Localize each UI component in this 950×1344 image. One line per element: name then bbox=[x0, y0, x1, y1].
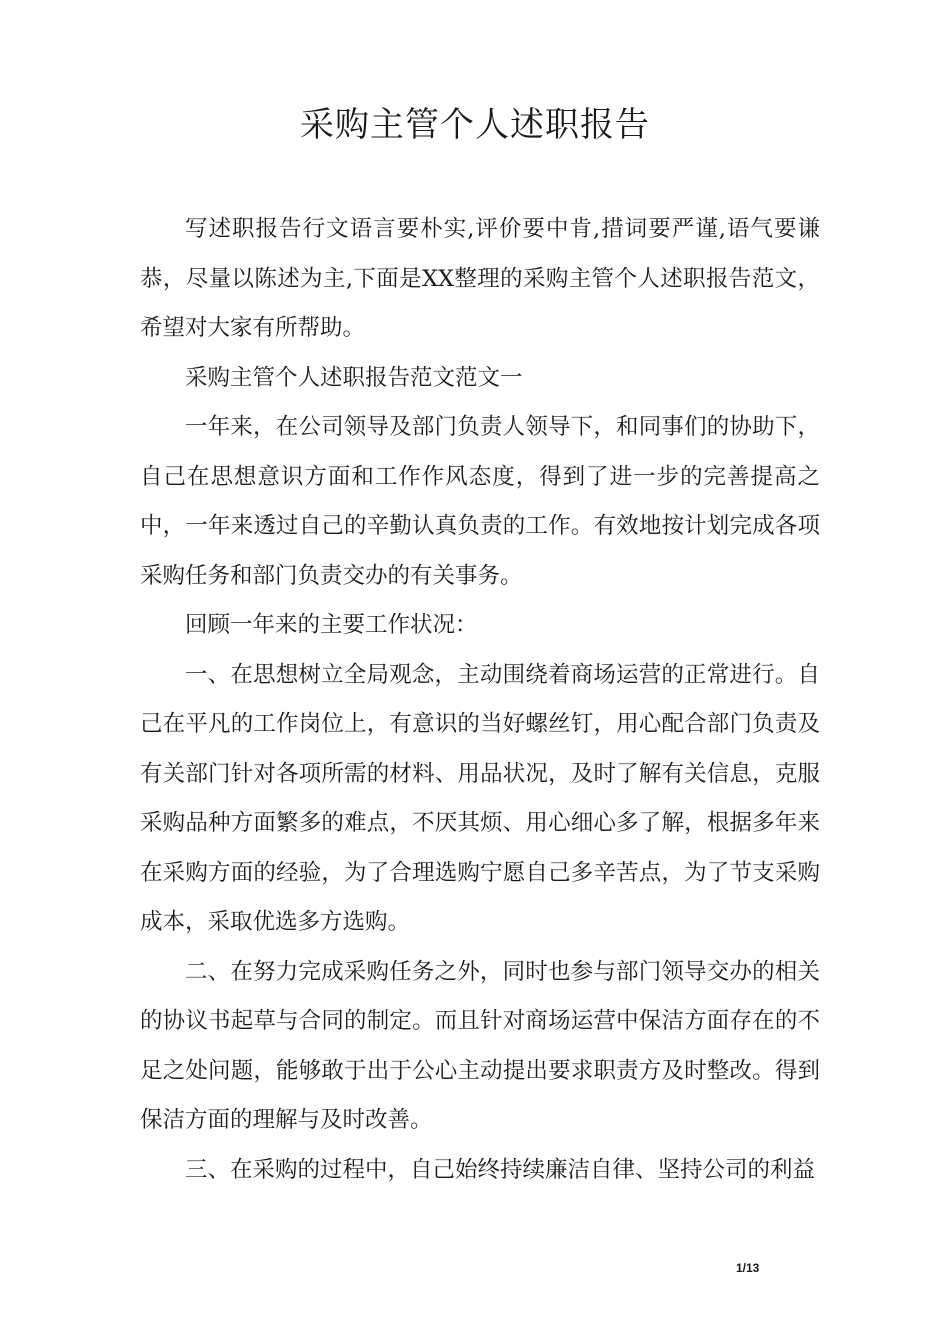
paragraph-point-two: 二、在努力完成采购任务之外，同时也参与部门领导交办的相关的协议书起草与合同的制定。而且针对商场运营中保洁方面存在的不足之处问题，能够敢于出于公心主动提出要求职责方及时整改。得到保洁方面的理解与及时改善。 bbox=[140, 958, 820, 1133]
document-body bbox=[140, 205, 820, 1195]
paragraph-point-one: 一、在思想树立全局观念，主动围绕着商场运营的正常进行。自己在平凡的工作岗位上，有意识的当好螺丝钉，用心配合部门负责及有关部门针对各项所需的材料、用品状况，及时了解有关信息，克服采购品种方面繁多的难点，不厌其烦、用心细心多了解，根据多年来在采购方面的经验，为了合理选购宁愿自己多辛苦点，为了节支采购成本，采取优选多方选购。 bbox=[140, 661, 820, 935]
paragraph-intro: 写述职报告行文语言要朴实,评价要中肯,措词要严谨,语气要谦恭，尽量以陈述为主,下面是XX整理的采购主管个人述职报告范文，希望对大家有所帮助。 bbox=[140, 216, 820, 341]
page-number: 1/13 bbox=[736, 1261, 760, 1275]
paragraph-section-heading: 采购主管个人述职报告范文范文一 bbox=[185, 364, 523, 391]
paragraph-overview: 一年来，在公司领导及部门负责人领导下，和同事们的协助下，自己在思想意识方面和工作作风态度，得到了进一步的完善提高之中，一年来透过自己的辛勤认真负责的工作。有效地按计划完成各项采购任务和部门负责交办的有关事务。 bbox=[140, 414, 820, 589]
paragraph-point-three: 三、在采购的过程中，自己始终持续廉洁自律、坚持公司的利益 bbox=[185, 1156, 816, 1183]
paragraph-review-heading: 回顾一年来的主要工作状况： bbox=[185, 612, 478, 638]
document-title: 采购主管个人述职报告 bbox=[300, 105, 650, 145]
